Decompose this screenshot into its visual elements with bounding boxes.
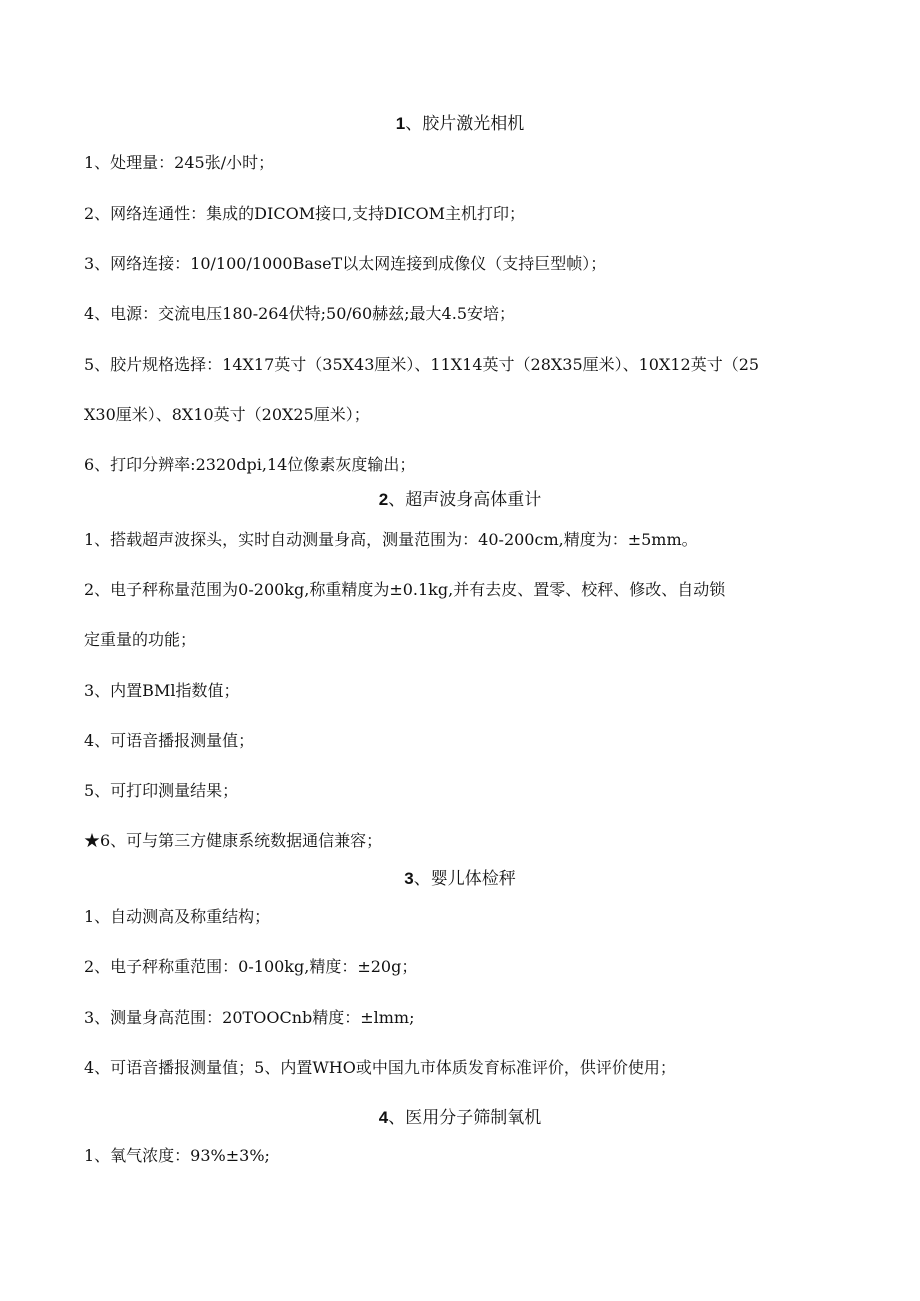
section-number: 4 [378, 1108, 389, 1127]
spec-line: 3、网络连接：10/100/1000BaseT以太网连接到成像仪（支持巨型帧）； [84, 254, 607, 273]
spec-line: 3、内置BMl指数值； [84, 681, 240, 700]
spec-line: 5、可打印测量结果； [84, 781, 239, 800]
spec-line: X30厘米）、8X10英寸（20X25厘米）； [84, 405, 370, 424]
section-title: 、胶片激光相机 [405, 114, 525, 134]
spec-line: 1、自动测高及称重结构； [84, 907, 271, 926]
spec-line: 6、打印分辨率:2320dpi,14位像素灰度输出； [84, 455, 416, 474]
spec-line: 5、胶片规格选择：14X17英寸（35X43厘米）、11X14英寸（28X35厘米）、10X12英寸（25 [84, 355, 760, 374]
section-heading-2 [0, 488, 920, 512]
spec-line: 1、处理量：245张/小时； [84, 153, 275, 172]
spec-line: 1、氧气浓度：93%±3%; [84, 1146, 270, 1165]
spec-line: 定重量的功能； [84, 630, 197, 649]
spec-line: 2、电子秤称量范围为0-200kg,称重精度为±0.1kg,并有去皮、置零、校秤、修改、自动锁 [84, 580, 726, 599]
spec-line: 2、网络连通性：集成的DICOM接口,支持DICOM主机打印； [84, 204, 526, 223]
spec-line: ★6、可与第三方健康系统数据通信兼容； [84, 831, 383, 850]
section-title: 、医用分子筛制氧机 [388, 1108, 542, 1128]
spec-line: 2、电子秤称重范围：0-100kg,精度：±20g； [84, 957, 418, 976]
spec-line: 4、可语音播报测量值；5、内置WHO或中国九市体质发育标准评价，供评价使用； [84, 1058, 676, 1077]
section-number: 2 [378, 490, 389, 509]
spec-line: 3、测量身高范围：20TOOCnb精度：±lmm; [84, 1008, 415, 1027]
section-heading-1 [0, 112, 920, 136]
section-number: 1 [395, 114, 406, 133]
section-title: 、婴儿体检秤 [413, 869, 516, 889]
spec-line: 4、可语音播报测量值； [84, 731, 255, 750]
spec-line: 4、电源：交流电压180-264伏特;50/60赫兹;最大4.5安培； [84, 304, 516, 323]
section-number: 3 [404, 869, 414, 888]
section-heading-3 [0, 867, 920, 891]
spec-line: 1、搭载超声波探头，实时自动测量身高，测量范围为：40-200cm,精度为：±5mm。 [84, 530, 698, 549]
section-title: 、超声波身高体重计 [388, 490, 542, 510]
section-heading-4 [0, 1106, 920, 1130]
